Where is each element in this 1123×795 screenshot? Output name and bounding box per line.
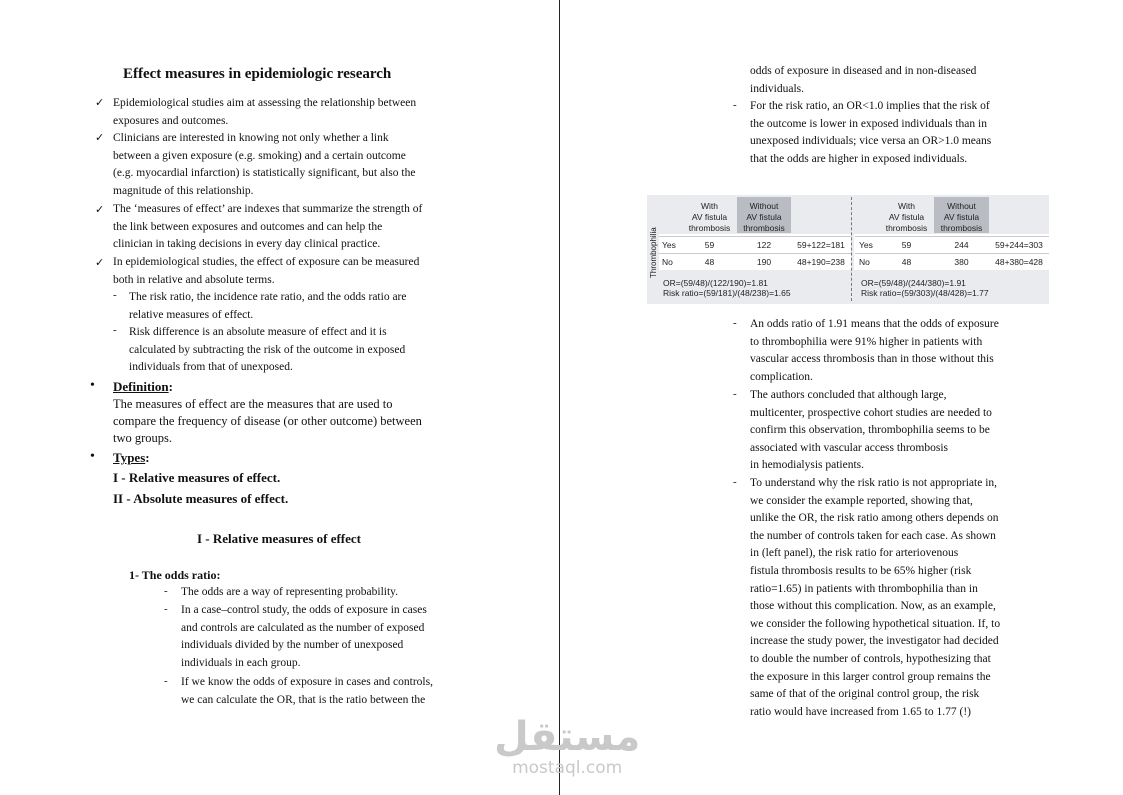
row-label-no: No xyxy=(659,253,682,270)
types-colon: : xyxy=(145,450,150,465)
types-label: Types xyxy=(113,450,146,465)
text-line: unexposed individuals; vice versa an OR>1.0 means xyxy=(750,135,992,148)
header-line: With xyxy=(898,201,915,211)
text-line: increase the study power, the investigator had decided xyxy=(750,635,999,648)
watermark-latin: mostaql.com xyxy=(512,758,623,778)
cell-value: 59 xyxy=(879,236,934,253)
document-title: Effect measures in epidemiologic research xyxy=(123,66,392,82)
text-line: both in relative and absolute terms. xyxy=(113,273,275,286)
text-line: In epidemiological studies, the effect of exposure can be measured xyxy=(113,256,420,268)
header-line: thrombosis xyxy=(743,223,785,233)
text-line: to double the number of controls, hypothesizing that xyxy=(750,652,991,665)
dash-marker: - xyxy=(733,317,737,329)
text-line: odds of exposure in diseased and in non-diseased xyxy=(750,65,977,77)
odds-ratio-table-figure xyxy=(647,195,1049,304)
cell-value: 380 xyxy=(934,253,989,270)
text-line: exposures and outcomes. xyxy=(113,114,229,127)
dash-marker: - xyxy=(733,99,737,111)
text-line: unlike the OR, the risk ratio among others depends on xyxy=(750,512,999,525)
row-label-yes: Yes xyxy=(659,236,682,253)
header-line: thrombosis xyxy=(688,223,731,233)
header-line: thrombosis xyxy=(940,223,983,233)
check-icon: ✓ xyxy=(95,97,105,109)
rr-formula-right: Risk ratio=(59/303)/(48/428)=1.77 xyxy=(861,288,989,298)
panel-separator xyxy=(851,197,852,301)
dash-marker: - xyxy=(733,476,737,488)
header-line: Without xyxy=(749,201,779,211)
dash-marker: - xyxy=(164,603,168,615)
text-line: relative measures of effect. xyxy=(129,308,254,321)
header-line: AV fistula xyxy=(691,212,728,222)
sub-bullet-1 xyxy=(129,289,406,324)
text-line: ratio would have increased from 1.65 to 1.77 (!) xyxy=(750,705,971,718)
cell-total: 48+190=238 xyxy=(791,253,851,270)
odds-point-1 xyxy=(181,584,398,602)
text-line: individuals from that of unexposed. xyxy=(129,361,293,374)
text-line: ratio=1.65) in patients with thrombophilia than in xyxy=(750,582,978,595)
text-line: To understand why the risk ratio is not appropriate in, xyxy=(750,477,998,489)
check-icon: ✓ xyxy=(95,204,105,216)
header-with-thrombosis xyxy=(682,197,737,233)
watermark-arabic: مستقل xyxy=(494,714,641,760)
cell-total: 48+380=428 xyxy=(989,253,1049,270)
dash-marker: - xyxy=(164,585,168,597)
odds-point-2 xyxy=(181,602,427,672)
odds-ratio-heading: 1- The odds ratio: xyxy=(129,568,221,582)
text-line: individuals divided by the number of unexposed xyxy=(181,639,404,652)
definition-text xyxy=(113,396,473,447)
text-line: individuals in each group. xyxy=(181,656,301,669)
type-absolute: II - Absolute measures of effect. xyxy=(113,491,289,506)
header-with-thrombosis xyxy=(879,197,934,233)
cell-total: 59+122=181 xyxy=(791,236,851,253)
cell-value: 244 xyxy=(934,236,989,253)
header-line: thrombosis xyxy=(885,223,928,233)
definition-label: Definition xyxy=(113,379,169,394)
definition-heading xyxy=(113,379,173,395)
header-without-thrombosis xyxy=(737,197,791,233)
definition-colon: : xyxy=(168,379,173,394)
header-line: With xyxy=(701,201,718,211)
bullet-dot: • xyxy=(90,449,95,464)
dash-marker: - xyxy=(733,388,737,400)
text-line: the number of controls taken for each case. As shown xyxy=(750,529,996,542)
text-line: magnitude of this relationship. xyxy=(113,184,254,197)
text-line: The risk ratio, the incidence rate ratio, and the odds ratio are xyxy=(129,291,407,303)
bullet-4 xyxy=(113,254,419,289)
text-line: associated with vascular access thrombosis xyxy=(750,441,948,454)
right-point-3 xyxy=(750,475,1000,721)
type-relative: I - Relative measures of effect. xyxy=(113,470,281,485)
header-line: AV fistula xyxy=(746,212,782,222)
page-divider xyxy=(559,0,560,795)
dash-marker: - xyxy=(113,324,117,336)
header-line: AV fistula xyxy=(888,212,925,222)
header-line: Without xyxy=(947,201,976,211)
text-line: two groups. xyxy=(113,431,173,445)
cell-value: 190 xyxy=(737,253,791,270)
text-line: The measures of effect are the measures that are used to xyxy=(113,397,393,411)
bullet-dot: • xyxy=(90,378,95,393)
text-line: between a given exposure (e.g. smoking) and a certain outcome xyxy=(113,149,406,162)
text-line: Clinicians are interested in knowing not only whether a link xyxy=(113,132,389,144)
check-icon: ✓ xyxy=(95,257,105,269)
header-line: AV fistula xyxy=(943,212,980,222)
section-heading: I - Relative measures of effect xyxy=(197,531,361,546)
text-line: the outcome is lower in exposed individuals than in xyxy=(750,117,987,130)
text-line: in hemodialysis patients. xyxy=(750,459,865,472)
text-line: For the risk ratio, an OR<1.0 implies that the risk of xyxy=(750,100,990,112)
text-line: The ‘measures of effect’ are indexes that summarize the strength of xyxy=(113,203,423,215)
cell-value: 48 xyxy=(879,253,934,270)
row-label-no: No xyxy=(855,253,879,270)
text-line: In a case–control study, the odds of exposure in cases xyxy=(181,604,427,616)
text-line: the exposure in this larger control group remains the xyxy=(750,670,991,683)
cell-value: 48 xyxy=(682,253,737,270)
thrombophilia-axis-label: Thrombophilia xyxy=(649,227,658,279)
text-line: we consider the following hypothetical situation. If, to xyxy=(750,617,1001,630)
text-line: to thrombophilia were 91% higher in patients with xyxy=(750,335,983,348)
dash-marker: - xyxy=(113,289,117,301)
bullet-2 xyxy=(113,130,415,200)
text-line: the link between exposures and outcomes and can help the xyxy=(113,220,383,233)
row-label-yes: Yes xyxy=(855,236,879,253)
text-line: those without this complication. Now, as an example, xyxy=(750,600,996,613)
check-icon: ✓ xyxy=(95,132,105,144)
text-line: Risk difference is an absolute measure of effect and it is xyxy=(129,326,387,338)
cell-value: 59 xyxy=(682,236,737,253)
odds-point-3 xyxy=(181,674,433,709)
rr-formula-left: Risk ratio=(59/181)/(48/238)=1.65 xyxy=(663,288,791,298)
text-line: The odds are a way of representing probability. xyxy=(181,586,399,598)
right-point-1 xyxy=(750,316,999,386)
text-line: and controls are calculated as the number of exposed xyxy=(181,621,425,634)
text-line: multicenter, prospective cohort studies are needed to xyxy=(750,406,992,419)
header-without-thrombosis xyxy=(934,197,989,233)
text-line: (e.g. myocardial infarction) is statistically significant, but also the xyxy=(113,167,416,180)
bullet-1 xyxy=(113,95,416,130)
text-line: clinician in taking decisions in every day clinical practice. xyxy=(113,238,381,251)
text-line: confirm this observation, thrombophilia seems to be xyxy=(750,424,990,437)
cell-value: 122 xyxy=(737,236,791,253)
text-line: Epidemiological studies aim at assessing the relationship between xyxy=(113,97,417,109)
text-line: The authors concluded that although large, xyxy=(750,389,947,401)
text-line: individuals. xyxy=(750,82,804,95)
risk-ratio-point xyxy=(750,98,991,168)
sub-bullet-2 xyxy=(129,324,405,377)
text-line: that the odds are higher in exposed individuals. xyxy=(750,152,968,165)
text-line: we consider the example reported, showing that, xyxy=(750,494,973,507)
text-line: vascular access thrombosis than in those without this xyxy=(750,353,994,366)
text-line: calculated by subtracting the risk of the outcome in exposed xyxy=(129,343,406,356)
or-formula-left: OR=(59/48)/(122/190)=1.81 xyxy=(663,278,768,288)
bullet-3 xyxy=(113,201,422,254)
text-line: If we know the odds of exposure in cases and controls, xyxy=(181,676,433,688)
text-line: fistula thrombosis results to be 65% higher (risk xyxy=(750,564,972,577)
cell-total: 59+244=303 xyxy=(989,236,1049,253)
mostaql-watermark xyxy=(494,715,640,777)
or-formula-right: OR=(59/48)/(244/380)=1.91 xyxy=(861,278,966,288)
text-line: we can calculate the OR, that is the ratio between the xyxy=(181,693,426,706)
dash-marker: - xyxy=(164,675,168,687)
text-line: An odds ratio of 1.91 means that the odds of exposure xyxy=(750,318,999,330)
right-point-2 xyxy=(750,387,992,475)
types-heading xyxy=(113,450,150,466)
text-line: complication. xyxy=(750,370,813,383)
text-line: in (left panel), the risk ratio for arteriovenous xyxy=(750,547,959,560)
text-line: compare the frequency of disease (or other outcome) between xyxy=(113,414,422,428)
text-line: same of that of the original control group, the risk xyxy=(750,688,980,701)
continuation-text xyxy=(750,63,976,98)
